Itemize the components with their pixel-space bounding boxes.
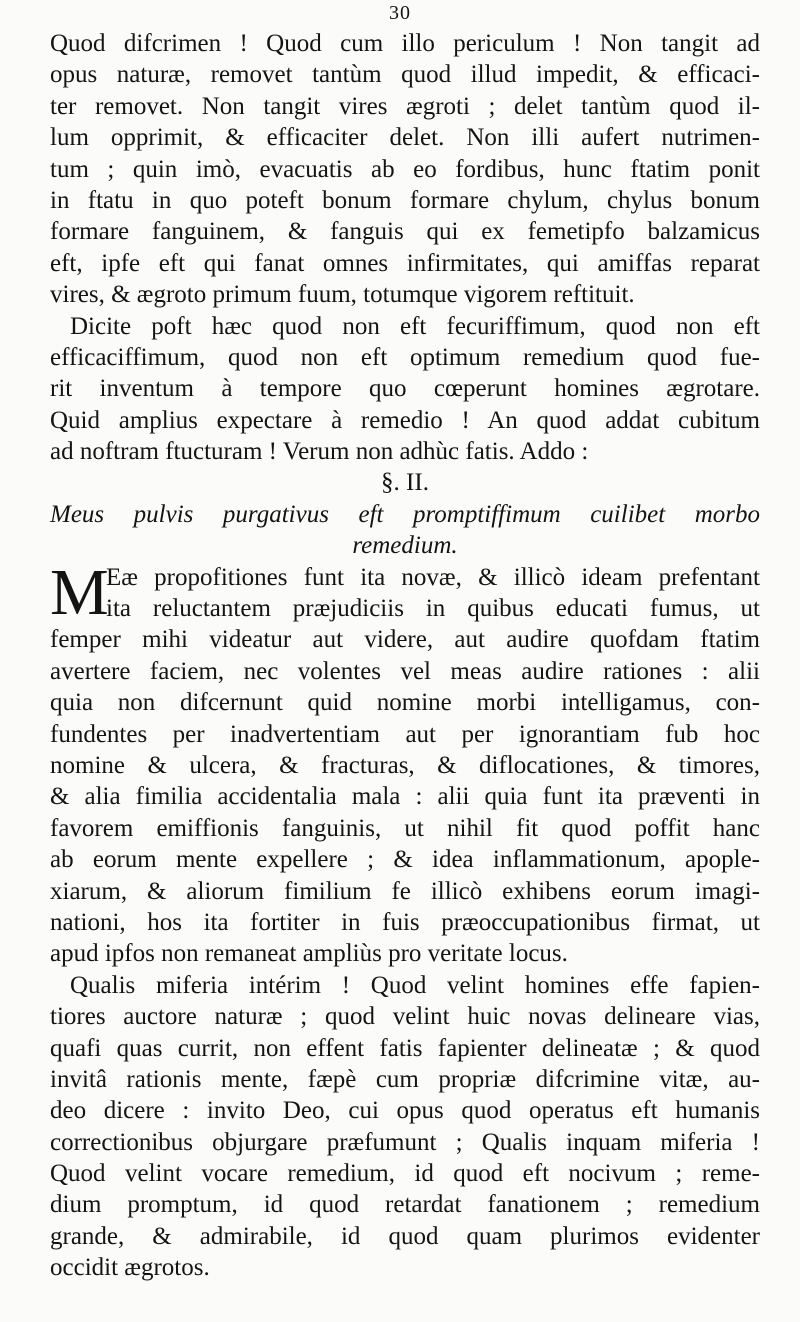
text-line: eft, ipfe eft qui fanat omnes infirmitates, qui amiffas reparat	[50, 249, 760, 277]
section-title-line: Meus pulvis purgativus eft promptiffimum cuilibet morbo	[50, 500, 760, 528]
text-line: dium promptum, id quod retardat fanationem ; remedium	[50, 1191, 760, 1219]
text-line: apud ipfos non remaneat ampliùs pro veritate locus.	[50, 940, 568, 968]
text-line: tum ; quin imò, evacuatis ab eo fordibus, hunc ftatim ponit	[50, 155, 760, 183]
text-line: tiores auctore naturæ ; quod velint huic novas delineare vias,	[50, 1003, 760, 1031]
text-line: ter removet. Non tangit vires ægroti ; delet tantùm quod il-	[50, 92, 760, 120]
text-block	[50, 28, 760, 1284]
text-line: in ftatu in quo poteft bonum formare chylum, chylus bonum	[50, 186, 760, 214]
text-line: formare fanguinem, & fanguis qui ex femetipfo balzamicus	[50, 218, 760, 246]
text-line: vires, & ægroto primum fuum, totumque vigorem reftituit.	[50, 281, 635, 309]
text-line: opus naturæ, removet tantùm quod illud impedit, & efficaci-	[50, 61, 760, 89]
text-line: fundentes per inadvertentiam aut per ignorantiam fub hoc	[50, 720, 760, 748]
text-line: Dicite poft hæc quod non eft fecuriffimum, quod non eft	[70, 312, 760, 340]
text-line: Quod difcrimen ! Quod cum illo periculum ! Non tangit ad	[50, 30, 760, 57]
paragraph-4	[50, 970, 760, 1284]
text-line: ita reluctantem præjudiciis in quibus educati fumus, ut	[106, 595, 760, 623]
section-heading	[50, 467, 760, 561]
text-line: correctionibus objurgare præfumunt ; Qualis inquam miferia !	[50, 1128, 760, 1156]
text-line: deo dicere : invito Deo, cui opus quod operatus eft humanis	[50, 1097, 760, 1125]
text-line: Quid amplius expectare à remedio ! An quod addat cubitum	[50, 406, 760, 434]
text-line: ab eorum mente expellere ; & idea inflammationum, apople-	[50, 846, 760, 874]
text-line: nationi, hos ita fortiter in fuis præoccupationibus firmat, ut	[50, 908, 760, 936]
text-line: efficaciffimum, quod non eft optimum remedium quod fue-	[50, 343, 760, 371]
section-title-line: remedium.	[352, 532, 458, 560]
text-line: invitâ rationis mente, fæpè cum propriæ difcrimine vitæ, au-	[50, 1065, 760, 1093]
text-line: & alia fimilia accidentalia mala : alii quia funt ita præventi in	[50, 783, 760, 811]
section-number: §. II.	[381, 469, 429, 497]
text-line: nomine & ulcera, & fracturas, & diflocationes, & timores,	[50, 751, 760, 779]
text-line: femper mihi videatur aut videre, aut audire quofdam ftatim	[50, 626, 760, 654]
page-number: 30	[389, 2, 411, 24]
text-line: Eæ propofitiones funt ita novæ, & illicò ideam prefentant	[106, 563, 760, 591]
dropcap-block	[50, 555, 760, 629]
text-line: occidit ægrotos.	[50, 1254, 210, 1282]
paragraph-1	[50, 28, 760, 311]
text-line: quafi quas currit, non effent fatis fapienter delineatæ ; & quod	[50, 1034, 760, 1062]
text-line: quia non difcernunt quid nomine morbi intelligamus, con-	[50, 689, 760, 717]
paragraph-3	[50, 555, 760, 970]
text-line: favorem emiffionis fanguinis, ut nihil fit quod poffit hanc	[50, 814, 760, 842]
text-line: xiarum, & aliorum fimilium fe illicò exhibens eorum imagi-	[50, 877, 760, 905]
text-line: avertere faciem, nec volentes vel meas audire rationes : alii	[50, 657, 760, 685]
text-line: rit inventum à tempore quo cœperunt homines ægrotare.	[50, 375, 760, 403]
drop-cap-letter: M	[50, 555, 109, 629]
text-line: grande, & admirabile, id quod quam plurimos evidenter	[50, 1222, 760, 1250]
text-line: lum opprimit, & efficaciter delet. Non illi aufert nutrimen-	[50, 124, 760, 152]
text-line: Qualis miferia intérim ! Quod velint homines effe fapien-	[70, 971, 760, 999]
text-line: ad noftram ftucturam ! Verum non adhùc fatis. Addo :	[50, 438, 589, 466]
paragraph-2	[50, 311, 760, 468]
text-line: Quod velint vocare remedium, id quod eft nocivum ; reme-	[50, 1160, 760, 1188]
